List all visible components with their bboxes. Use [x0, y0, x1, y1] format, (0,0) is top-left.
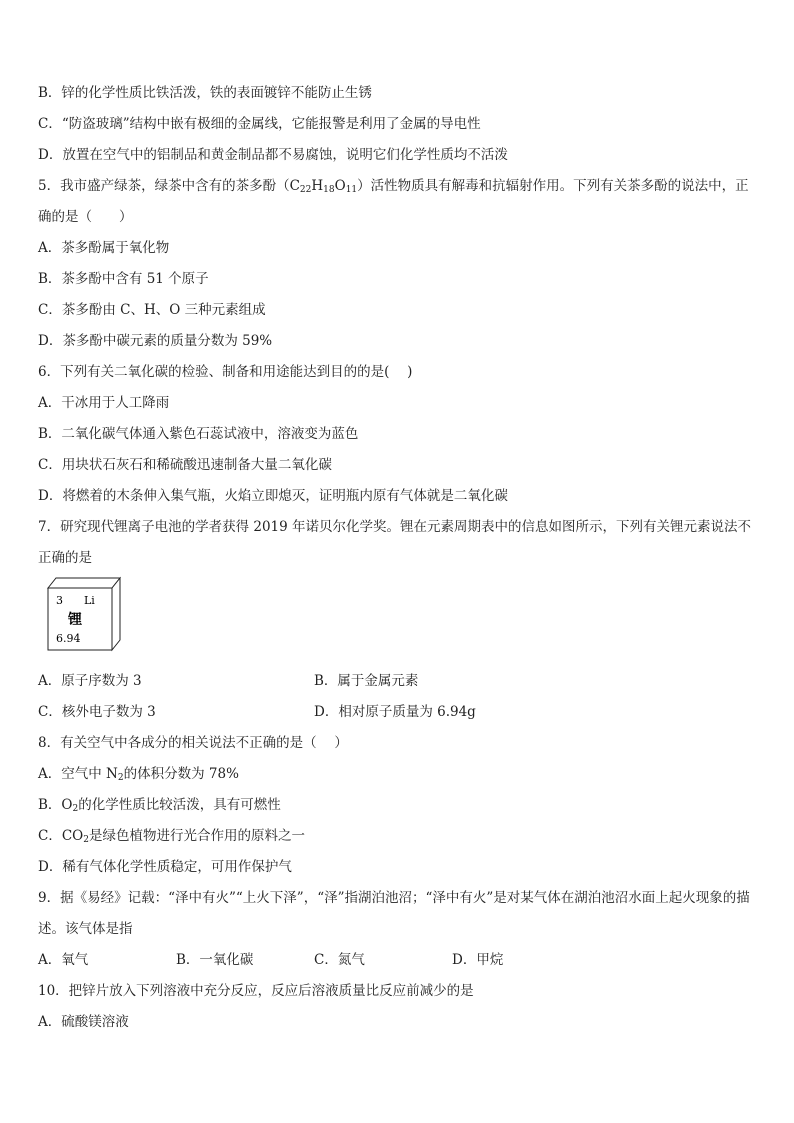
element-name: 锂: [68, 612, 82, 628]
q6-option-b: B．二氧化碳气体通入紫色石蕊试液中，溶液变为蓝色: [38, 426, 359, 442]
element-symbol: Li: [84, 594, 95, 607]
q7-option-c: C．核外电子数为 3: [38, 704, 156, 720]
q9-option-c: C．氮气: [314, 952, 365, 968]
q6-stem: 6．下列有关二氧化碳的检验、制备和用途能达到目的的是( ): [38, 364, 413, 380]
q7-stem: 7．研究现代锂离子电池的学者获得 2019 年诺贝尔化学奖。锂在元素周期表中的信息如图所示，下列有关锂元素说法不正确的是: [38, 519, 752, 566]
q8-option-d: D．稀有气体化学性质稳定，可用作保护气: [38, 859, 292, 875]
q6-option-a: A．干冰用于人工降雨: [38, 395, 170, 411]
element-cell-figure: [38, 574, 758, 666]
q5-option-a: A．茶多酚属于氧化物: [38, 240, 170, 256]
q8-option-a: A．空气中 $N_2$的体积分数为 78%: [38, 766, 239, 783]
q9-option-a: A．氧气: [38, 952, 89, 968]
q5-stem: 5．我市盛产绿茶，绿茶中含有的茶多酚$(C_{22}H_{18}O_{11})$活性物质具有解毒和抗辐射作用。下列有关茶多酚的说法中，正确的是（ ）: [38, 178, 749, 225]
q7-options-row-1: [38, 666, 758, 697]
q5-option-b: B．茶多酚中含有 51 个原子: [38, 271, 209, 287]
q4-option-b: B．锌的化学性质比铁活泼，铁的表面镀锌不能防止生锈: [38, 85, 372, 101]
q7-option-b: B．属于金属元素: [314, 673, 419, 689]
q6-option-c: C．用块状石灰石和稀硫酸迅速制备大量二氧化碳: [38, 457, 332, 473]
q7-options-row-2: [38, 697, 758, 728]
q9-option-b: B．一氧化碳: [176, 952, 254, 968]
q5-option-d: D．茶多酚中碳元素的质量分数为 59%: [38, 333, 273, 349]
q4-option-d: D．放置在空气中的铝制品和黄金制品都不易腐蚀，说明它们化学性质均不活泼: [38, 147, 508, 163]
q7-option-d: D．相对原子质量为 6.94g: [314, 704, 476, 720]
q5-option-c: C．茶多酚由 C、H、O 三种元素组成: [38, 302, 266, 318]
q4-option-c: C．“防盗玻璃”结构中嵌有极细的金属线，它能报警是利用了金属的导电性: [38, 116, 481, 132]
lithium-element-cube: [42, 574, 124, 654]
element-number: 3: [56, 594, 63, 607]
q6-option-d: D．将燃着的木条伸入集气瓶，火焰立即熄灭，证明瓶内原有气体就是二氧化碳: [38, 488, 508, 504]
q9-options-row: [38, 945, 758, 976]
q7-option-a: A．原子序数为 3: [38, 673, 142, 689]
q9-stem: 9．据《易经》记载：“泽中有火”“上火下泽”，“泽”指湖泊池沼；“泽中有火”是对某气体在湖泊池沼水面上起火现象的描述。该气体是指: [38, 890, 750, 937]
q10-stem: 10．把锌片放入下列溶液中充分反应，反应后溶液质量比反应前减少的是: [38, 983, 474, 999]
q8-stem: 8．有关空气中各成分的相关说法不正确的是（ ）: [38, 735, 348, 751]
element-mass: 6.94: [56, 632, 81, 645]
q8-option-b: B．$O_2$的化学性质比较活泼，具有可燃性: [38, 797, 281, 814]
q10-option-a: A．硫酸镁溶液: [38, 1014, 129, 1030]
q8-option-c: C．$CO_2$是绿色植物进行光合作用的原料之一: [38, 828, 305, 845]
exam-page: [38, 78, 758, 1038]
q9-option-d: D．甲烷: [452, 952, 504, 968]
